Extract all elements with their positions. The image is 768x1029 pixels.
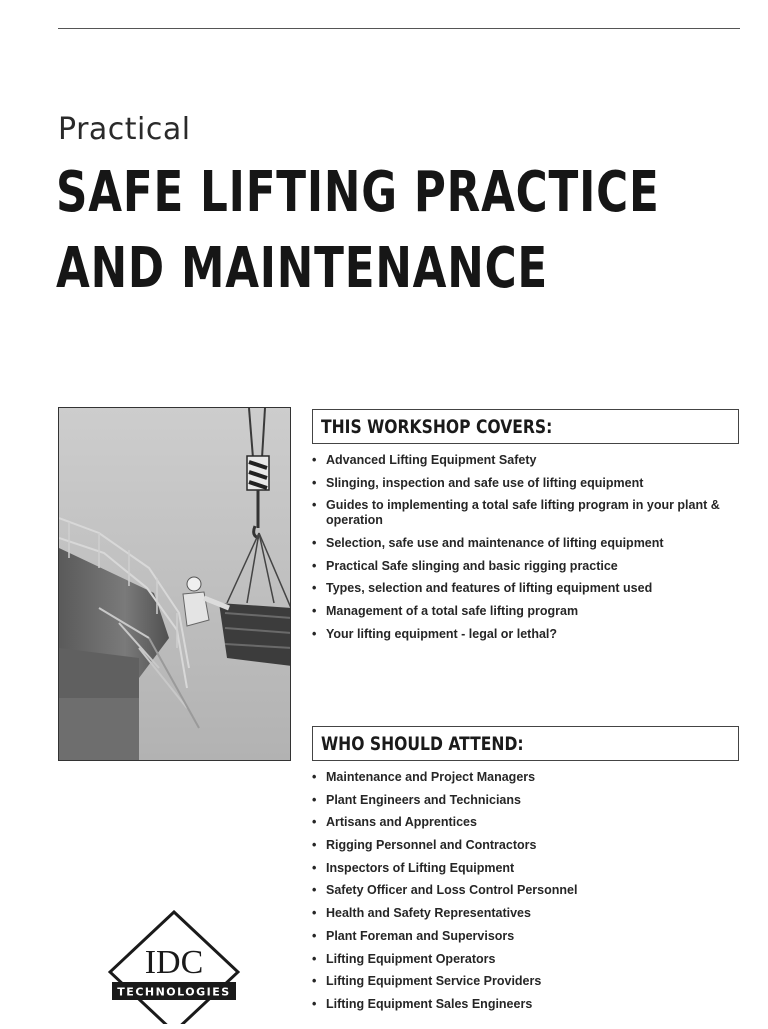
bullet-icon: • (312, 951, 317, 966)
logo-main-text: IDC (144, 944, 204, 981)
bullet-icon: • (312, 906, 317, 921)
bullet-icon: • (312, 453, 317, 467)
list-item: • Selection, safe use and maintenance of lifting equipment (312, 536, 664, 551)
bullet-icon: • (312, 498, 317, 513)
logo-sub-text: TECHNOLOGIES (117, 985, 231, 999)
list-item: • Slinging, inspection and safe use of lifting equipment (312, 475, 644, 490)
list-item: • Artisans and Apprentices (312, 815, 477, 830)
crane-lift-illustration (59, 408, 291, 761)
pre-title: Practical (58, 112, 191, 147)
title-line-2: AND MAINTENANCE (56, 236, 549, 301)
list-item: • Inspectors of Lifting Equipment (312, 860, 515, 875)
list-item: • Guides to implementing a total safe lifting program in your plant & operation (312, 498, 720, 528)
idc-technologies-logo (108, 910, 240, 1024)
who-should-attend-box (312, 726, 739, 761)
bullet-icon: • (312, 815, 317, 830)
list-item: • Rigging Personnel and Contractors (312, 838, 537, 853)
bullet-icon: • (312, 883, 317, 898)
top-rule (58, 28, 740, 29)
bullet-icon: • (312, 604, 317, 619)
workshop-covers-heading: THIS WORKSHOP COVERS: (321, 416, 553, 438)
crane-lift-photo (58, 407, 291, 761)
bullet-icon: • (312, 928, 317, 943)
list-item: • Practical Safe slinging and basic rigging practice (312, 558, 618, 573)
bullet-icon: • (312, 860, 317, 875)
list-item: • Types, selection and features of lifting equipment used (312, 581, 653, 596)
bullet-icon: • (312, 838, 317, 853)
bullet-icon: • (312, 792, 317, 807)
bullet-icon: • (312, 581, 317, 596)
list-item: • Advanced Lifting Equipment Safety (312, 453, 537, 467)
list-item: • Lifting Equipment Operators (312, 951, 496, 966)
list-item: • Plant Engineers and Technicians (312, 792, 521, 807)
list-item: • Safety Officer and Loss Control Personnel (312, 883, 578, 898)
list-item: • Lifting Equipment Service Providers (312, 974, 542, 989)
list-item: • Health and Safety Representatives (312, 906, 531, 921)
idc-logo-diamond (108, 910, 240, 1024)
title-line-1: SAFE LIFTING PRACTICE (56, 160, 660, 225)
list-item: • Management of a total safe lifting program (312, 604, 579, 619)
bullet-icon: • (312, 996, 317, 1011)
workshop-covers-list (312, 453, 732, 650)
list-item: • Your lifting equipment - legal or lethal? (312, 626, 558, 641)
who-should-attend-list (312, 770, 732, 1020)
list-item: • Plant Foreman and Supervisors (312, 928, 515, 943)
bullet-icon: • (312, 770, 317, 784)
bullet-icon: • (312, 558, 317, 573)
bullet-icon: • (312, 536, 317, 551)
bullet-icon: • (312, 626, 317, 641)
bullet-icon: • (312, 974, 317, 989)
who-should-attend-heading: WHO SHOULD ATTEND: (321, 733, 524, 755)
list-item: • Lifting Equipment Sales Engineers (312, 996, 533, 1011)
bullet-icon: • (312, 475, 317, 490)
list-item: • Maintenance and Project Managers (312, 770, 536, 784)
workshop-covers-box (312, 409, 739, 444)
